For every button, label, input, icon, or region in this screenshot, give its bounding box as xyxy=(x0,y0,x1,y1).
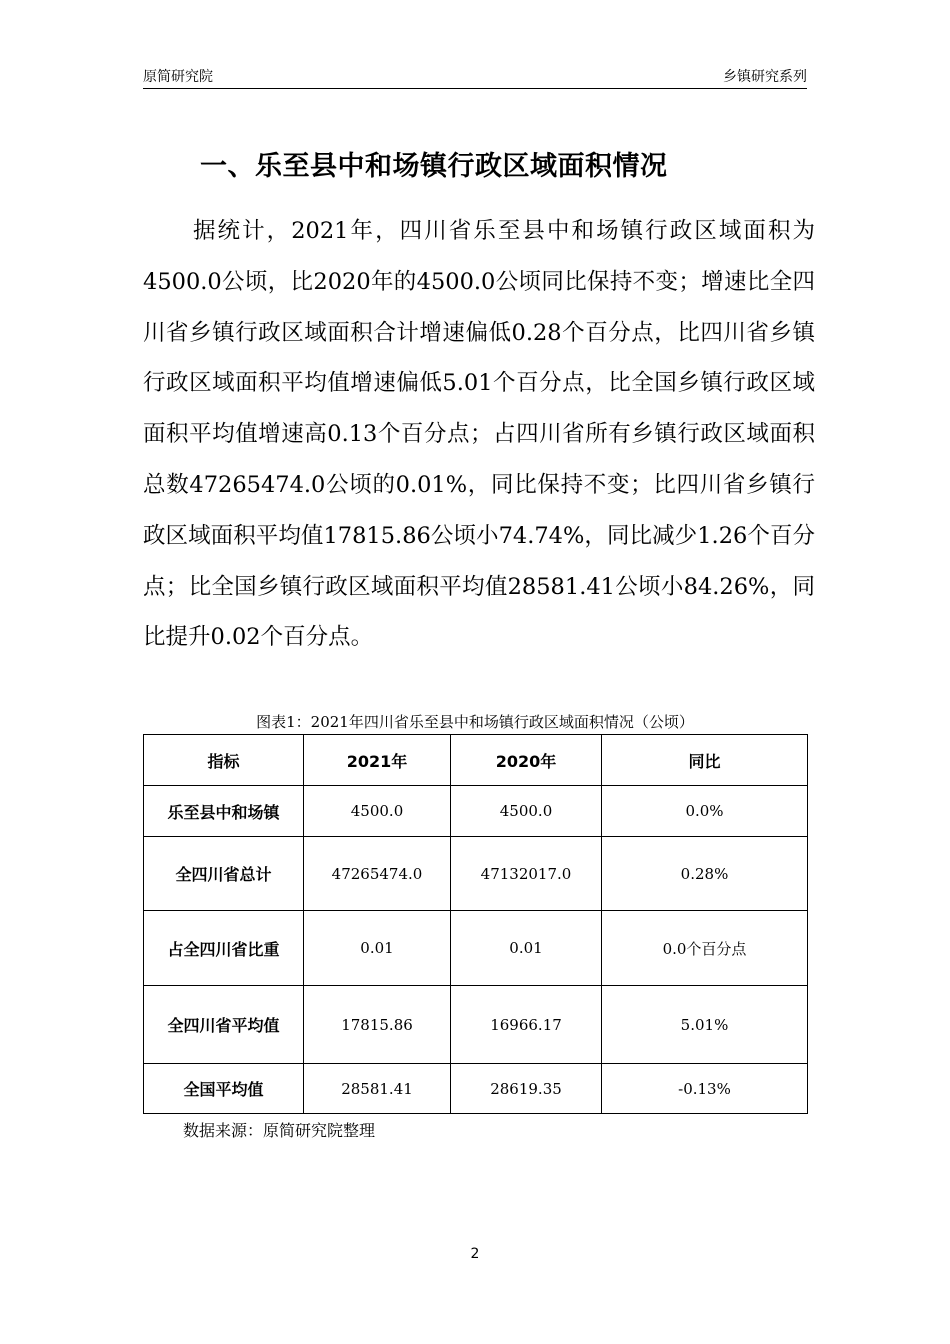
cell-2020: 28619.35 xyxy=(451,1064,602,1114)
page-number: 2 xyxy=(470,1246,480,1262)
row-label: 占全四川省比重 xyxy=(144,911,304,986)
cell-yoy: 5.01% xyxy=(602,986,808,1064)
table-row xyxy=(144,1064,808,1114)
cell-yoy: 0.28% xyxy=(602,837,808,911)
data-source-note: 数据来源：原简研究院整理 xyxy=(183,1121,376,1140)
cell-yoy: 0.0% xyxy=(602,786,808,837)
table-caption: 图表1：2021年四川省乐至县中和场镇行政区域面积情况（公顷） xyxy=(256,713,694,731)
cell-2020: 16966.17 xyxy=(451,986,602,1064)
table-row xyxy=(144,911,808,986)
table-row xyxy=(144,986,808,1064)
cell-2020: 0.01 xyxy=(451,911,602,986)
cell-2021: 47265474.0 xyxy=(304,837,451,911)
area-table xyxy=(143,734,808,1114)
cell-2021: 4500.0 xyxy=(304,786,451,837)
cell-2021: 17815.86 xyxy=(304,986,451,1064)
header-series-name: 乡镇研究系列 xyxy=(723,69,807,85)
header-cell-2020: 2020年 xyxy=(451,735,602,786)
table-row xyxy=(144,786,808,837)
page-header xyxy=(143,66,807,89)
section-title: 一、乐至县中和场镇行政区域面积情况 xyxy=(200,151,668,182)
table-row xyxy=(144,837,808,911)
cell-2021: 28581.41 xyxy=(304,1064,451,1114)
cell-2021: 0.01 xyxy=(304,911,451,986)
cell-2020: 47132017.0 xyxy=(451,837,602,911)
header-cell-indicator: 指标 xyxy=(144,735,304,786)
row-label: 乐至县中和场镇 xyxy=(144,786,304,837)
cell-2020: 4500.0 xyxy=(451,786,602,837)
row-label: 全四川省总计 xyxy=(144,837,304,911)
header-cell-yoy: 同比 xyxy=(602,735,808,786)
body-paragraph: 据统计，2021年，四川省乐至县中和场镇行政区域面积为4500.0公顷，比2020年的4500.0公顷同比保持不变；增速比全四川省乡镇行政区域面积合计增速偏低0.28个百分点，比四川省乡镇行政区域面积平均值增速偏低5.01个百分点，比全国乡镇行政区域面积平均值增速高0.13个百分点；占四川省所有乡镇行政区域面积总数47265474.0公顷的0.01%，同比保持不变；比四川省乡镇行政区域面积平均值17815.86公顷小74.74%，同比减少1.26个百分点；比全国乡镇行政区域面积平均值28581.41公顷小84.26%，同比提升0.02个百分点。 xyxy=(143,218,815,651)
header-org-name: 原简研究院 xyxy=(143,69,213,85)
cell-yoy: 0.0个百分点 xyxy=(602,911,808,986)
row-label: 全国平均值 xyxy=(144,1064,304,1114)
table-header-row xyxy=(144,735,808,786)
row-label: 全四川省平均值 xyxy=(144,986,304,1064)
cell-yoy: -0.13% xyxy=(602,1064,808,1114)
header-cell-2021: 2021年 xyxy=(304,735,451,786)
